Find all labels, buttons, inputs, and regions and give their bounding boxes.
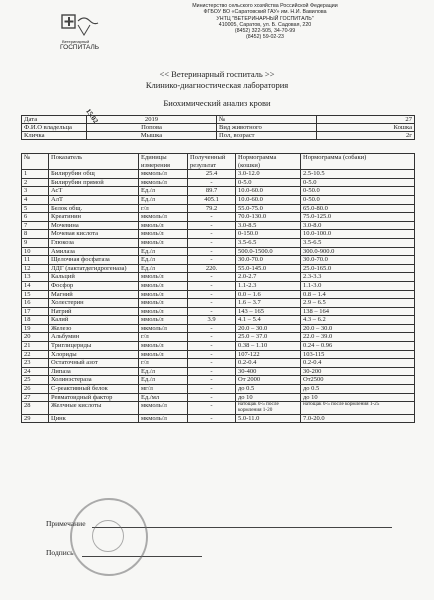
row-norm-dogs: 22.0 – 39.0: [301, 333, 415, 342]
header-line: (8452) 59-02-23: [246, 34, 284, 41]
row-indicator: Магний: [49, 290, 139, 299]
row-number: 26: [22, 385, 49, 394]
row-number: 21: [22, 342, 49, 351]
row-indicator: Хлориды: [49, 350, 139, 359]
row-units: г/л: [139, 333, 188, 342]
row-indicator: Белок общ.: [49, 204, 139, 213]
row-result: -: [188, 385, 236, 394]
row-units: мкмоль/л: [139, 414, 188, 423]
row-indicator: Натрий: [49, 307, 139, 316]
row-norm-dogs: 0.24 – 0.96: [301, 342, 415, 351]
row-units: Ед./л: [139, 195, 188, 204]
table-row: [22, 307, 415, 316]
sex-age-label: Пол, возраст: [217, 132, 317, 140]
table-row: [22, 290, 415, 299]
institution-header: [150, 3, 380, 41]
row-indicator: Ревматоидный фактор: [49, 393, 139, 402]
signature-label: Подпись: [46, 548, 74, 557]
row-norm-cats: От 2000: [236, 376, 301, 385]
analysis-title: Биохимический анализ крови: [163, 98, 271, 108]
row-units: мкмоль/л: [139, 213, 188, 222]
row-norm-dogs: 138 – 164: [301, 307, 415, 316]
row-indicator: Триглицериды: [49, 342, 139, 351]
table-row: [22, 350, 415, 359]
number-value: 27: [317, 116, 415, 124]
row-units: ммоль/л: [139, 230, 188, 239]
nickname-value: Мышка: [87, 132, 217, 140]
table-row: [22, 299, 415, 308]
row-norm-dogs: 1.1-3.0: [301, 281, 415, 290]
row-norm-dogs: 2.9 – 6.5: [301, 299, 415, 308]
row-units: ммоль/л: [139, 316, 188, 325]
table-row: [22, 316, 415, 325]
row-units: ммоль/л: [139, 273, 188, 282]
row-indicator: Желчные кислоты: [49, 402, 139, 415]
row-result: 25.4: [188, 170, 236, 179]
row-number: 8: [22, 230, 49, 239]
col-header-indicator: Показатель: [49, 154, 139, 170]
row-indicator: Фосфор: [49, 281, 139, 290]
row-norm-cats: 10.0-60.0: [236, 195, 301, 204]
row-norm-dogs: 103-115: [301, 350, 415, 359]
date-label: Дата: [22, 116, 87, 124]
row-number: 18: [22, 316, 49, 325]
row-result: -: [188, 342, 236, 351]
table-row: [22, 414, 415, 423]
nickname-label: Кличка: [22, 132, 87, 140]
row-norm-dogs: 0-50.0: [301, 187, 415, 196]
row-result: 79.2: [188, 204, 236, 213]
row-norm-dogs: 7.0-20.0: [301, 414, 415, 423]
row-number: 29: [22, 414, 49, 423]
row-units: г/л: [139, 359, 188, 368]
row-norm-cats: 2.0-2.7: [236, 273, 301, 282]
row-result: -: [188, 290, 236, 299]
row-indicator: Глюкоза: [49, 238, 139, 247]
row-number: 15: [22, 290, 49, 299]
row-norm-cats: до 0.5: [236, 385, 301, 394]
table-row: [22, 385, 415, 394]
row-number: 12: [22, 264, 49, 273]
row-result: -: [188, 324, 236, 333]
row-units: ммоль/л: [139, 307, 188, 316]
col-header-units: Единицы измерения: [139, 154, 188, 170]
row-result: -: [188, 350, 236, 359]
table-row: [22, 195, 415, 204]
table-row: [22, 221, 415, 230]
row-norm-dogs: 20.0 – 30.0: [301, 324, 415, 333]
row-indicator: Билирубин общ: [49, 170, 139, 179]
row-number: 22: [22, 350, 49, 359]
lab-title: Клинико-диагностическая лаборатория: [145, 80, 289, 90]
row-norm-dogs: 3.0-8.0: [301, 221, 415, 230]
row-result: -: [188, 247, 236, 256]
species-value: Кошка: [317, 124, 415, 132]
table-row: [22, 402, 415, 415]
row-norm-dogs: От2500: [301, 376, 415, 385]
table-row: [22, 187, 415, 196]
results-table: [21, 153, 415, 423]
row-norm-dogs: 25.0-165.0: [301, 264, 415, 273]
logo-text: ГОСПИТАЛЬ: [60, 44, 100, 51]
header-line: (8452) 322-505, 34-70-99: [234, 28, 296, 35]
row-number: 19: [22, 324, 49, 333]
col-header-number: №: [22, 154, 49, 170]
row-result: -: [188, 213, 236, 222]
row-indicator: АлТ: [49, 195, 139, 204]
row-number: 28: [22, 402, 49, 415]
row-result: -: [188, 281, 236, 290]
row-norm-cats: 0-150.0: [236, 230, 301, 239]
row-indicator: Холинэстераза: [49, 376, 139, 385]
table-row: [22, 367, 415, 376]
row-result: -: [188, 238, 236, 247]
patient-info-table: [21, 115, 415, 140]
row-units: мкмоль/л: [139, 324, 188, 333]
row-norm-cats: 0-5.0: [236, 178, 301, 187]
row-norm-cats: 30-400: [236, 367, 301, 376]
table-row: [22, 281, 415, 290]
row-indicator: Альбумин: [49, 333, 139, 342]
row-units: Ед./л: [139, 247, 188, 256]
owner-value: Попова: [87, 124, 217, 132]
row-norm-cats: 55.0-145.0: [236, 264, 301, 273]
row-result: -: [188, 221, 236, 230]
row-units: ммоль/л: [139, 290, 188, 299]
note-label: Примечание: [46, 519, 86, 528]
row-number: 5: [22, 204, 49, 213]
row-indicator: Щелочная фосфатаза: [49, 256, 139, 265]
sex-age-value: 2г: [317, 132, 415, 140]
row-units: Ед./л: [139, 376, 188, 385]
table-row: [22, 324, 415, 333]
stamp-date: 15.02: [84, 107, 100, 125]
row-number: 24: [22, 367, 49, 376]
number-label: №: [217, 116, 317, 124]
table-row: [22, 376, 415, 385]
row-indicator: Липаза: [49, 367, 139, 376]
table-row: [22, 238, 415, 247]
row-number: 2: [22, 178, 49, 187]
row-units: мкмоль/л: [139, 402, 188, 415]
table-row: [22, 264, 415, 273]
row-number: 20: [22, 333, 49, 342]
table-row: [22, 213, 415, 222]
row-norm-dogs: 2.3-3.3: [301, 273, 415, 282]
row-norm-cats: натощак 0-5 после кормления 1-20: [236, 402, 301, 415]
row-indicator: Холестерин: [49, 299, 139, 308]
table-row: [22, 204, 415, 213]
row-units: Ед./мл: [139, 393, 188, 402]
table-row: [22, 359, 415, 368]
row-units: ммоль/л: [139, 221, 188, 230]
row-norm-cats: 1.6 – 3.7: [236, 299, 301, 308]
row-norm-dogs: 75.0-125.0: [301, 213, 415, 222]
row-norm-dogs: 30-200: [301, 367, 415, 376]
row-norm-cats: 55.0-75.0: [236, 204, 301, 213]
row-indicator: Мочевая кислота: [49, 230, 139, 239]
row-number: 9: [22, 238, 49, 247]
row-indicator: Железо: [49, 324, 139, 333]
row-number: 3: [22, 187, 49, 196]
row-norm-dogs: 3.5-6.5: [301, 238, 415, 247]
row-units: Ед./л: [139, 264, 188, 273]
row-norm-cats: 0.2-0.4: [236, 359, 301, 368]
row-units: г/л: [139, 204, 188, 213]
row-norm-dogs: 0.2-0.4: [301, 359, 415, 368]
row-norm-cats: 4.1 – 5.4: [236, 316, 301, 325]
row-norm-cats: 0.38 – 1.10: [236, 342, 301, 351]
row-norm-dogs: 65.0-80.0: [301, 204, 415, 213]
table-header-row: [22, 154, 415, 170]
hospital-title: << Ветеринарный госпиталь >>: [159, 69, 275, 79]
row-norm-cats: 143 – 165: [236, 307, 301, 316]
row-units: Ед./л: [139, 367, 188, 376]
header-line: Министерство сельского хозяйства Российской Федерации: [192, 3, 338, 9]
table-row: [22, 342, 415, 351]
row-indicator: Билирубин прямой: [49, 178, 139, 187]
row-indicator: С-реактивный белок: [49, 385, 139, 394]
row-number: 23: [22, 359, 49, 368]
table-row: [22, 333, 415, 342]
table-row: [22, 230, 415, 239]
col-header-result: Полученный результат: [188, 154, 236, 170]
row-result: -: [188, 359, 236, 368]
row-norm-cats: 10.0-60.0: [236, 187, 301, 196]
row-number: 4: [22, 195, 49, 204]
row-norm-cats: 25.0 – 37.0: [236, 333, 301, 342]
row-result: -: [188, 367, 236, 376]
row-indicator: Мочевина: [49, 221, 139, 230]
row-result: 405.1: [188, 195, 236, 204]
table-row: [22, 247, 415, 256]
row-indicator: АсТ: [49, 187, 139, 196]
row-number: 16: [22, 299, 49, 308]
row-indicator: Цинк: [49, 414, 139, 423]
row-units: Ед./л: [139, 187, 188, 196]
row-result: -: [188, 333, 236, 342]
col-header-norm-cats: Нормограмма (кошки): [236, 154, 301, 170]
table-row: [22, 170, 415, 179]
row-result: -: [188, 393, 236, 402]
row-norm-dogs: до 10: [301, 393, 415, 402]
table-row: [22, 178, 415, 187]
row-norm-cats: 107-122: [236, 350, 301, 359]
row-number: 14: [22, 281, 49, 290]
row-norm-cats: 1.1-2.3: [236, 281, 301, 290]
row-result: 3.9: [188, 316, 236, 325]
row-result: -: [188, 307, 236, 316]
row-units: ммоль/л: [139, 281, 188, 290]
row-units: ммоль/л: [139, 342, 188, 351]
row-norm-dogs: 0-5.0: [301, 178, 415, 187]
row-result: -: [188, 256, 236, 265]
row-units: ммоль/л: [139, 238, 188, 247]
table-row: [22, 273, 415, 282]
date-value: 2019: [87, 116, 217, 124]
row-result: -: [188, 299, 236, 308]
header-line: УНТЦ "ВЕТЕРИНАРНЫЙ ГОСПИТАЛЬ": [216, 15, 314, 22]
row-norm-cats: 0.0 – 1.6: [236, 290, 301, 299]
row-units: ммоль/л: [139, 299, 188, 308]
row-indicator: Амилаза: [49, 247, 139, 256]
row-indicator: Кальций: [49, 273, 139, 282]
row-indicator: Остаточный азот: [49, 359, 139, 368]
row-norm-cats: 500.0-1500.0: [236, 247, 301, 256]
row-units: мг/л: [139, 385, 188, 394]
row-indicator: Креатинин: [49, 213, 139, 222]
row-result: -: [188, 376, 236, 385]
row-number: 6: [22, 213, 49, 222]
row-number: 27: [22, 393, 49, 402]
row-norm-dogs: 300.0-900.0: [301, 247, 415, 256]
row-norm-cats: 3.0-8.5: [236, 221, 301, 230]
row-norm-dogs: 10.0-100.0: [301, 230, 415, 239]
row-norm-dogs: натощак 0-5 после кормления 1-25: [301, 402, 415, 415]
row-norm-cats: 30.0-70.0: [236, 256, 301, 265]
row-indicator: Калий: [49, 316, 139, 325]
logo-small-text: Ветеринарный: [62, 39, 90, 44]
row-norm-cats: 20.0 – 30.0: [236, 324, 301, 333]
header-line: 410005, Саратов, ул. Б. Садовая, 220: [218, 21, 312, 28]
row-result: -: [188, 230, 236, 239]
row-norm-dogs: до 0.5: [301, 385, 415, 394]
col-header-norm-dogs: Нормограмма (собаки): [301, 154, 415, 170]
row-number: 13: [22, 273, 49, 282]
owner-label: Ф.И.О владельца: [22, 124, 87, 132]
row-norm-dogs: 4.3 – 6.2: [301, 316, 415, 325]
row-norm-cats: 70.0-130.0: [236, 213, 301, 222]
table-row: [22, 256, 415, 265]
row-units: мкмоль/л: [139, 178, 188, 187]
row-number: 1: [22, 170, 49, 179]
row-result: 220.: [188, 264, 236, 273]
row-norm-cats: 5.0-11.0: [236, 414, 301, 423]
row-result: -: [188, 273, 236, 282]
row-result: 89.7: [188, 187, 236, 196]
row-norm-cats: 3.0-12.0: [236, 170, 301, 179]
row-units: Ед./л: [139, 256, 188, 265]
row-number: 7: [22, 221, 49, 230]
row-number: 17: [22, 307, 49, 316]
row-result: -: [188, 402, 236, 415]
row-norm-cats: до 10: [236, 393, 301, 402]
row-norm-dogs: 0.8 – 1.4: [301, 290, 415, 299]
row-result: -: [188, 414, 236, 423]
row-units: ммоль/л: [139, 350, 188, 359]
row-norm-dogs: 2.5-10.5: [301, 170, 415, 179]
header-line: ФГБОУ ВО «Саратовский ГАУ» им. Н.И. Вавилова: [203, 9, 327, 16]
row-number: 10: [22, 247, 49, 256]
species-label: Вид животного: [217, 124, 317, 132]
row-result: -: [188, 178, 236, 187]
row-number: 11: [22, 256, 49, 265]
row-norm-dogs: 30.0-70.0: [301, 256, 415, 265]
row-number: 25: [22, 376, 49, 385]
row-norm-dogs: 0-50.0: [301, 195, 415, 204]
row-units: мкмоль/л: [139, 170, 188, 179]
round-seal-inner: [92, 520, 124, 552]
row-indicator: ЛДГ (лактатдегидрогеназа): [49, 264, 139, 273]
row-norm-cats: 3.5-6.5: [236, 238, 301, 247]
